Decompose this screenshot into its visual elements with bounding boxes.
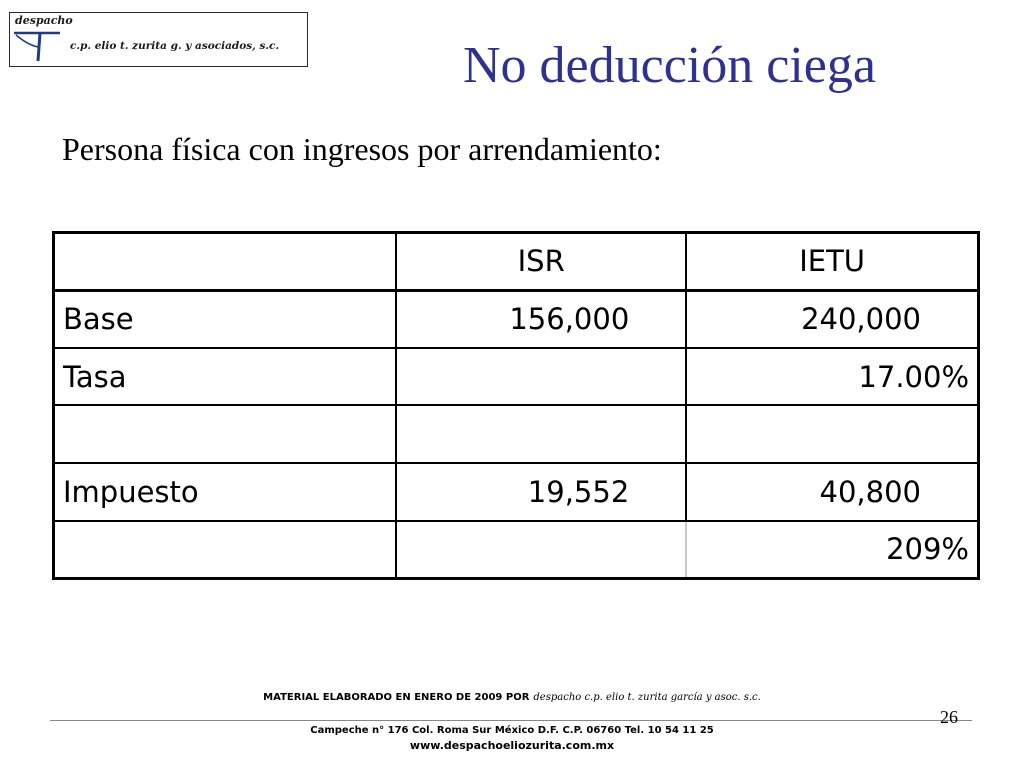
table-row [54,463,979,521]
isr-value [396,521,686,579]
table-row [54,290,979,348]
ietu-value: 240,000 [686,290,978,348]
table-row [54,348,979,406]
footer-signature: despacho c.p. elio t. zurita garcía y asoc. s.c. [533,692,761,703]
header-cell [54,233,397,291]
header-cell-isr: ISR [396,233,686,291]
table-header-row [54,233,979,291]
isr-value [396,405,686,463]
row-label: Impuesto [54,463,397,521]
slide-title: No deducción ciega [463,37,876,94]
page-number: 26 [940,707,958,727]
row-label [54,405,397,463]
row-label: Tasa [54,348,397,406]
isr-value [396,348,686,406]
ietu-value [686,405,978,463]
footer-website: www.despachoeliozurita.com.mx [409,739,615,752]
tax-comparison-table [52,231,980,580]
footer-address: Campeche n° 176 Col. Roma Sur México D.F. C.P. 06760 Tel. 10 54 11 25 [310,725,714,736]
logo-top-text: despacho [15,14,73,27]
row-label [54,521,397,579]
isr-value: 156,000 [396,290,686,348]
header-cell-ietu: IETU [686,233,978,291]
ietu-value: 40,800 [686,463,978,521]
footer-material-text: MATERIAL ELABORADO EN ENERO DE 2009 POR [263,692,530,703]
table-row [54,405,979,463]
ietu-value: 17.00% [686,348,978,406]
logo-mark-icon [12,17,64,63]
row-label: Base [54,290,397,348]
table-row [54,521,979,579]
isr-value: 19,552 [396,463,686,521]
logo-firm-name: c.p. elio t. zurita g. y asociados, s.c. [70,40,280,52]
firm-logo [9,12,308,67]
footer-divider [50,720,972,721]
slide-subtitle: Persona física con ingresos por arrendamiento: [62,131,662,167]
ietu-value: 209% [686,521,978,579]
footer-material-note [0,692,1024,703]
